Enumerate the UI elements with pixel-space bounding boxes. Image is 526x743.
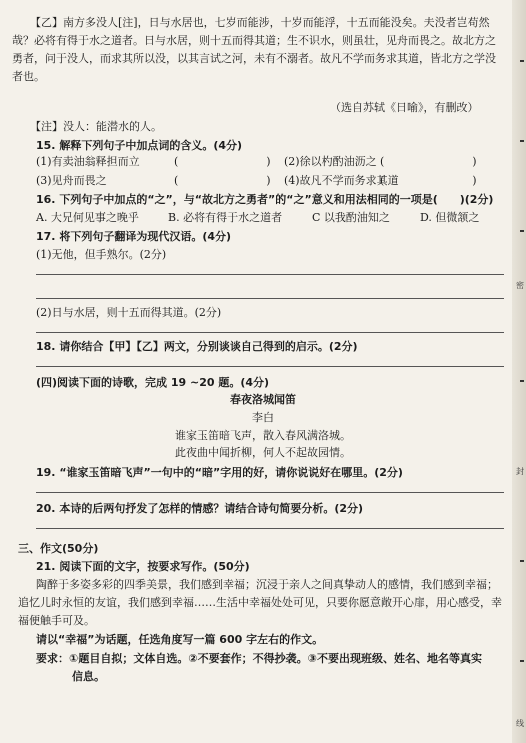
q20-stem: 20. 本诗的后两句抒发了怎样的情感？请结合诗句简要分析。(2分) [36,502,364,515]
section3-title: 三、作文(50分) [18,542,99,555]
q17-stem: 17. 将下列句子翻译为现代汉语。(4分) [36,230,232,243]
binding-margin [512,0,526,743]
q21-stem: 21. 阅读下面的文字，按要求写作。(50分) [36,560,250,573]
margin-mark-seal: 密 [516,281,524,290]
q16-option-c[interactable]: C 以我酌油知之 [312,211,390,224]
q19-stem: 19. “谁家玉笛暗飞声”一句中的“暗”字用的好，请你说说好在哪里。(2分) [36,466,403,479]
margin-tick [520,660,524,662]
passage-source: （选自苏轼《日喻》，有删改） [330,101,479,114]
margin-tick [520,60,524,62]
margin-tick [520,140,524,142]
answer-line[interactable] [36,274,504,275]
margin-tick [520,380,524,382]
margin-tick [520,560,524,562]
q15-item-3: (3)见舟而畏之 [36,174,107,187]
passage-b-line3: 勇者，问于没人，而求其所以没，以其言试之河，未有不溺者。故凡不学而务求其道，皆北方之学没 [12,52,496,65]
q17-sentence-1: (1)无他，但手熟尔。(2分) [36,248,167,261]
poem-line-2: 此夜曲中闻折柳，何人不起故园情。 [175,446,351,459]
q16-option-b[interactable]: B. 必将有得于水之道者 [168,211,283,224]
margin-mark-line: 线 [516,719,524,728]
answer-line[interactable] [36,492,504,493]
answer-line[interactable] [36,298,504,299]
margin-tick [520,230,524,232]
q16-option-a[interactable]: A. 大兄何见事之晚乎 [36,211,139,224]
q16-option-d[interactable]: D. 但微颔之 [420,211,480,224]
prompt-line-1: 陶醉于多姿多彩的四季美景，我们感到幸福；沉浸于亲人之间真挚动人的感情，我们感到幸福； [36,578,498,591]
section4-title: (四)阅读下面的诗歌，完成 19 ~20 题。(4分) [36,376,270,389]
answer-line[interactable] [36,332,504,333]
q15-blank-3[interactable]: ( ) [174,174,271,187]
poem-title: 春夜洛城闻笛 [230,393,296,406]
margin-mark-close: 封 [516,467,524,476]
q16-stem: 16. 下列句子中加点的“之”，与“故北方之勇者”的“之”意义和用法相同的一项是( )(2分) [36,193,494,206]
requirement-line-1: 要求：①题目自拟；文体自选。②不要套作；不得抄袭。③不要出现班级、姓名、地名等真实 [36,652,482,665]
q15-item-2: (2)徐以杓酌油沥之 [284,155,377,168]
q15-stem: 15. 解释下列句子中加点词的含义。(4分) [36,139,243,152]
answer-line[interactable] [36,528,504,529]
q15-blank-1[interactable]: ( ) [174,155,271,168]
q15-blank-2[interactable]: ( ) [380,155,477,168]
prompt-line-4: 请以“幸福”为话题，任选角度写一篇 600 字左右的作文。 [36,633,324,646]
passage-b-line1: 【乙】南方多没人[注]，日与水居也，七岁而能涉，十岁而能浮，十五而能没矣。夫没者岂苟然 [30,16,490,29]
prompt-line-3: 福便触手可及。 [18,614,95,627]
poem-author: 李白 [252,411,274,424]
passage-b-line2: 哉？必将有得于水之道者。日与水居，则十五而得其道；生不识水，则虽壮，见舟而畏之。故北方之 [12,34,496,47]
requirement-line-2: 信息。 [72,670,105,683]
q15-blank-4[interactable]: ( ) [380,174,477,187]
poem-line-1: 谁家玉笛暗飞声，散入春风满洛城。 [175,429,351,442]
q15-item-1: (1)有卖油翁释担而立 [36,155,140,168]
passage-b-line4: 者也。 [12,70,45,83]
answer-line[interactable] [36,366,504,367]
prompt-line-2: 追忆儿时永恒的友谊，我们感到幸福……生活中幸福处处可见，只要你愿意敞开心扉，用心感受，幸 [18,596,502,609]
passage-note: 【注】没人：能潜水的人。 [30,120,162,133]
q18-stem: 18. 请你结合【甲】【乙】两文，分别谈谈自己得到的启示。(2分) [36,340,358,353]
q17-sentence-2: (2)日与水居，则十五而得其道。(2分) [36,306,222,319]
q15-item-4: (4)故凡不学而务求其道 [284,174,399,187]
